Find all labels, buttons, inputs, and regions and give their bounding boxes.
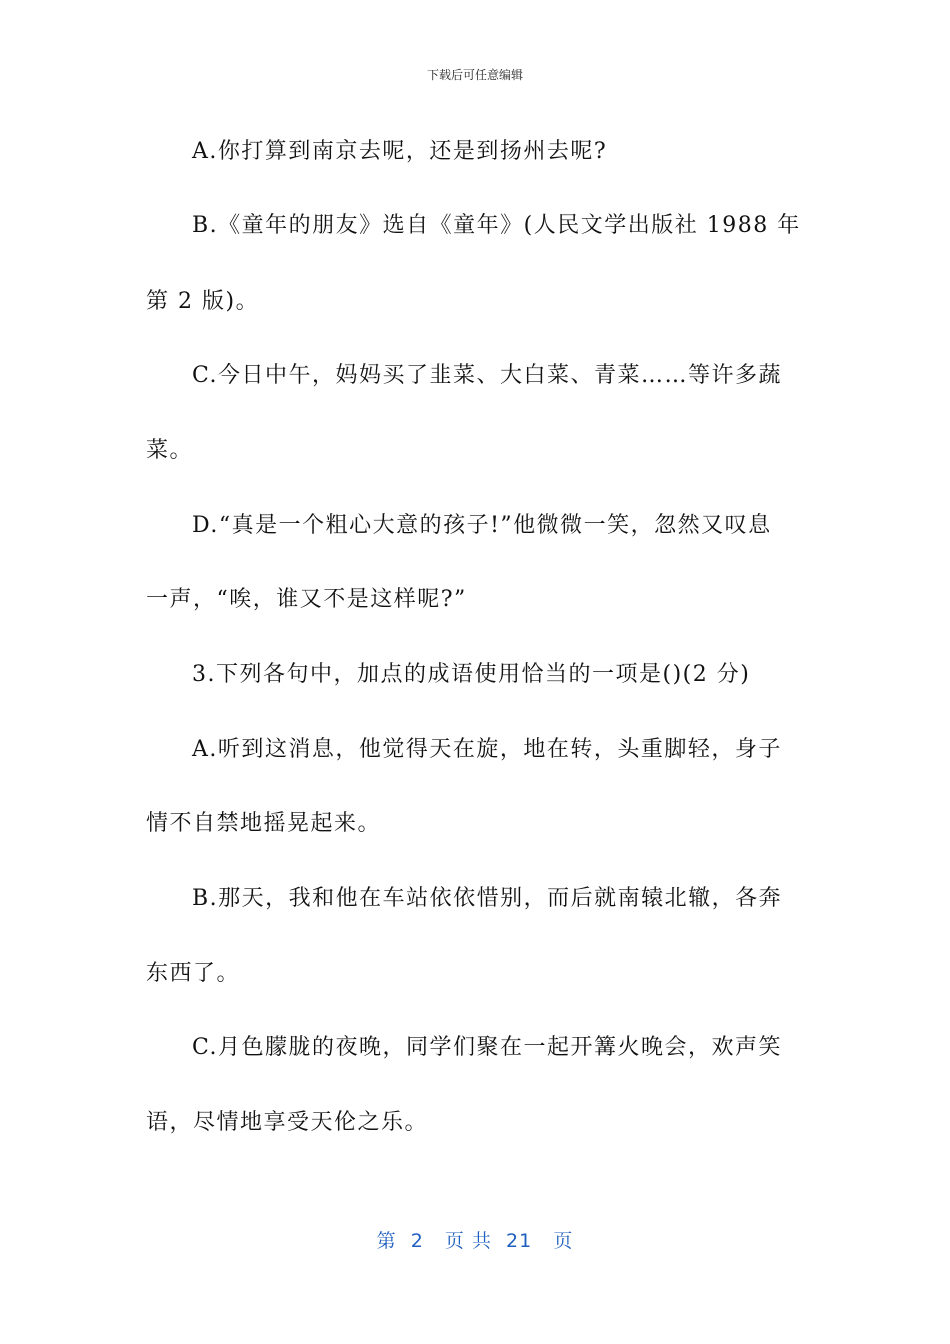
option-b-line-2: 第 2 版)。 bbox=[146, 289, 260, 314]
q3-option-c-line-1: C.月色朦胧的夜晚，同学们聚在一起开篝火晚会，欢声笑 bbox=[192, 1035, 783, 1060]
option-a-line: A.你打算到南京去呢，还是到扬州去呢? bbox=[192, 139, 608, 164]
option-d-line-1: D.“真是一个粗心大意的孩子!”他微微一笑，忽然又叹息 bbox=[192, 513, 772, 538]
page-footer bbox=[0, 1226, 950, 1253]
option-d-line-2: 一声，“唉，谁又不是这样呢?” bbox=[146, 587, 467, 612]
header-note: 下载后可任意编辑 bbox=[426, 68, 523, 82]
option-b-line-1: B.《童年的朋友》选自《童年》(人民文学出版社 1988 年 bbox=[192, 213, 801, 238]
option-c-line-1: C.今日中午，妈妈买了韭菜、大白菜、青菜……等许多蔬 bbox=[192, 363, 783, 388]
q3-option-a-line-1: A.听到这消息，他觉得天在旋，地在转，头重脚轻，身子 bbox=[192, 737, 782, 762]
q3-option-a-line-2: 情不自禁地摇晃起来。 bbox=[146, 811, 382, 836]
q3-option-c-line-2: 语，尽情地享受天伦之乐。 bbox=[146, 1110, 429, 1135]
page-number: 第 2 页 共 21 页 bbox=[376, 1230, 574, 1252]
q3-option-b-line-1: B.那天，我和他在车站依依惜别，而后就南辕北辙，各奔 bbox=[192, 886, 783, 911]
question-3-line: 3.下列各句中，加点的成语使用恰当的一项是()(2 分) bbox=[192, 662, 751, 687]
q3-option-b-line-2: 东西了。 bbox=[146, 961, 241, 986]
option-c-line-2: 菜。 bbox=[146, 438, 194, 463]
